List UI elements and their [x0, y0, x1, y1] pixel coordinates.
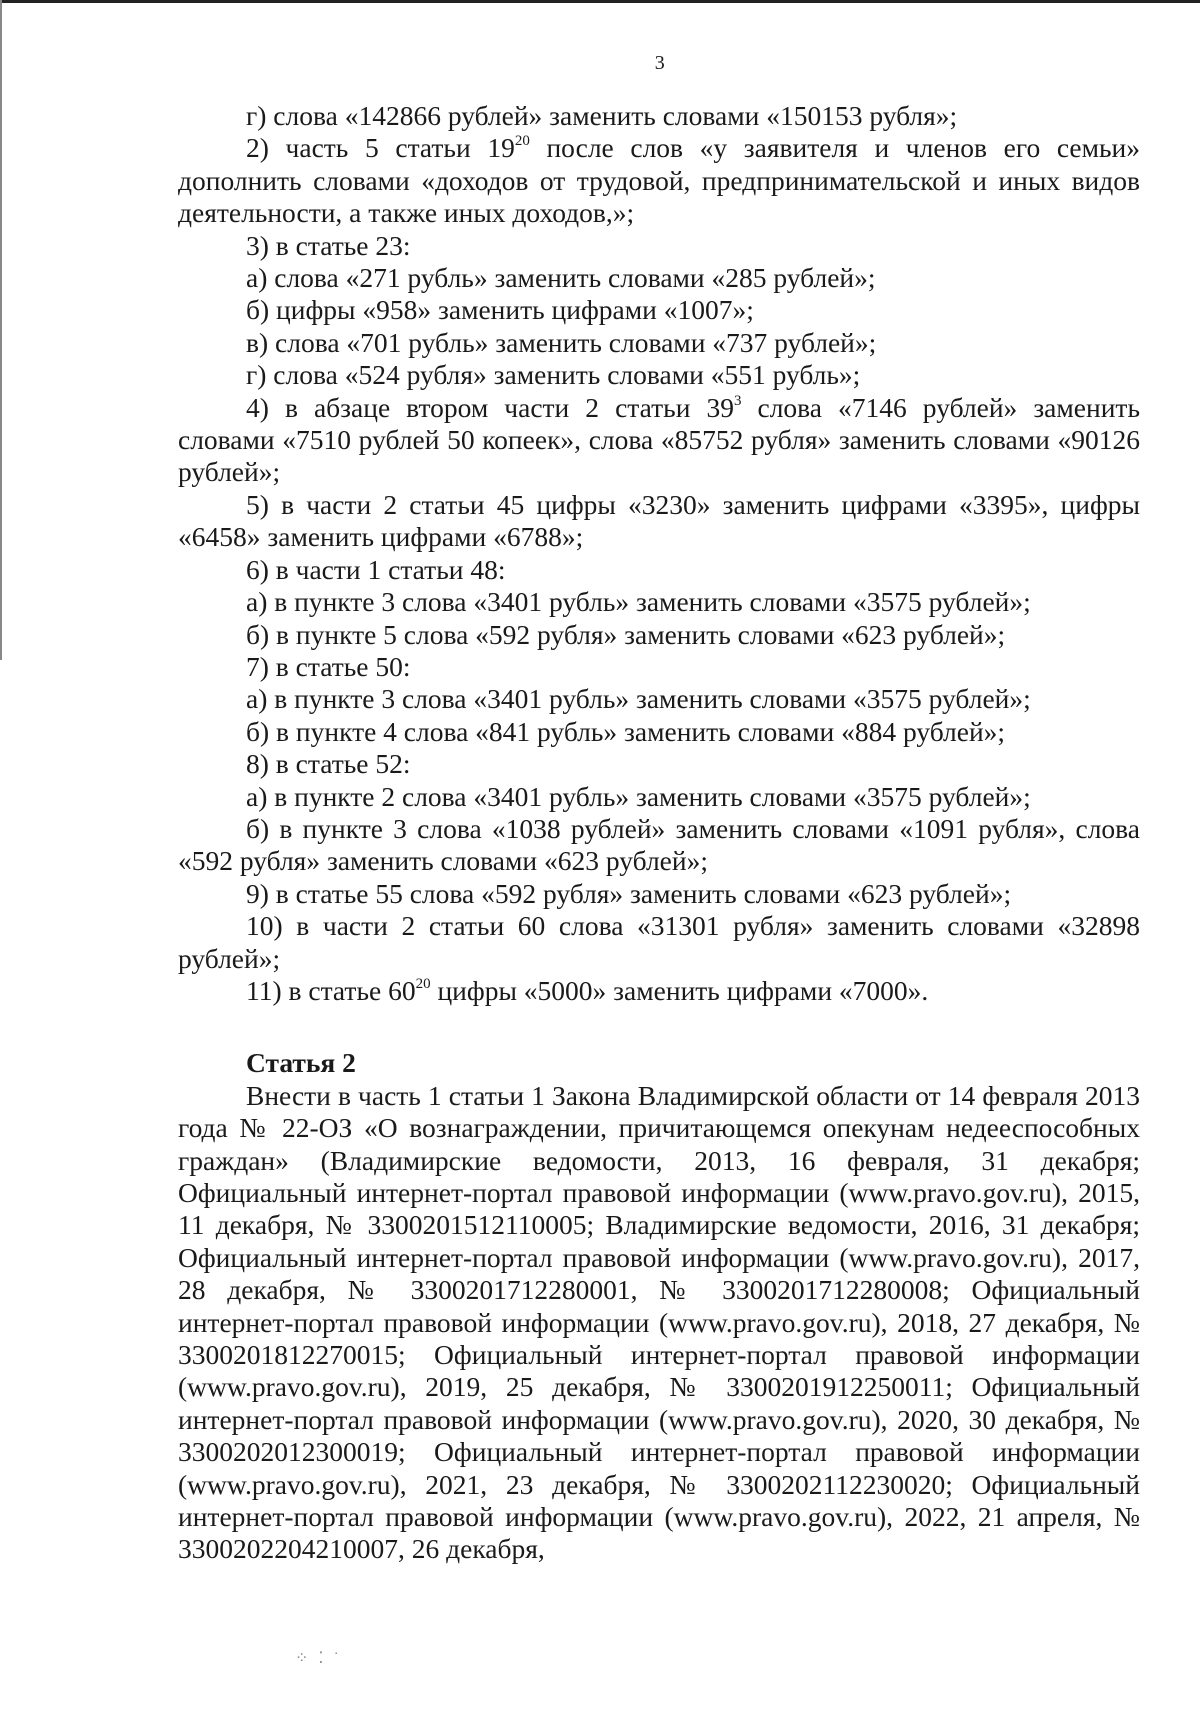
page-number: 3 [654, 52, 666, 74]
superscript: 20 [514, 133, 530, 150]
scan-top-edge [0, 0, 1200, 3]
list-item: б) цифры «958» заменить цифрами «1007»; [246, 294, 754, 326]
list-item: а) в пункте 3 слова «3401 рубль» заменить словами «3575 рублей»; [246, 586, 1031, 618]
list-item: а) слова «271 рубль» заменить словами «285 рублей»; [246, 262, 876, 294]
scan-left-edge [0, 0, 2, 660]
list-item: а) в пункте 3 слова «3401 рубль» заменить словами «3575 рублей»; [246, 683, 1031, 715]
list-item: 6) в части 1 статьи 48: [246, 553, 506, 585]
article-heading: Статья 2 [246, 1047, 356, 1079]
superscript: 3 [733, 392, 742, 409]
list-item: 10) в части 2 статьи 60 слова «31301 рубля» заменить словами «32898 рублей»; [178, 910, 1140, 974]
list-item: б) в пункте 3 слова «1038 рублей» заменить словами «1091 рубля», слова «592 рубля» заменить словами «623 рублей»; [178, 812, 1140, 877]
article-text: Внести в часть 1 статьи 1 Закона Владимирской области от 14 февраля 2013 года № 22-ОЗ «О вознаграждении, причитающемся опекунам недееспособных граждан» (Владимирские ведомости, 2013, 16 февраля, 31 декабря; Официальный интернет-портал правовой информации (www.pravo.gov.ru), 2015, 11 декабря, № 3300201512110005; Владимирские ведомости, 2016, 31 декабря; Официальный интернет-портал правовой информации (www.pravo.gov.ru), 2017, 28 декабря, № 3300201712280001, № 3300201712280008; Официальный интернет-портал правовой информации (www.pravo.gov.ru), 2018, 27 декабря, № 3300201812270015; Официальный интернет-портал правовой информации (www.pravo.gov.ru), 2019, 25 декабря, № 3300201912250011; Официальный интернет-портал правовой информации (www.pravo.gov.ru), 2020, 30 декабря, № 3300202012300019; Официальный интернет-портал правовой информации (www.pravo.gov.ru), 2021, 23 декабря, № 3300202112230020; Официальный интернет-портал правовой информации (www.pravo.gov.ru), 2022, 21 апреля, № 3300202204210007, 26 декабря, [178, 1079, 1140, 1565]
list-item: б) в пункте 4 слова «841 рубль» заменить словами «884 рублей»; [246, 715, 1006, 747]
list-item: а) в пункте 2 слова «3401 рубль» заменить словами «3575 рублей»; [246, 780, 1031, 812]
list-item: г) слова «142866 рублей» заменить словами «150153 рубля»; [246, 100, 958, 131]
list-item: 3) в статье 23: [246, 229, 411, 261]
list-item: в) слова «701 рубль» заменить словами «737 рублей»; [246, 326, 877, 358]
list-item: 8) в статье 52: [246, 748, 411, 780]
list-item: г) слова «524 рубля» заменить словами «551 рубль»; [246, 359, 861, 391]
list-item: 5) в части 2 статьи 45 цифры «3230» заменить цифрами «3395», цифры «6458» заменить цифрами «6788»; [178, 488, 1140, 553]
scan-artifact: ⁘ ⁚ ˙ [295, 1650, 342, 1667]
document-body [178, 100, 1140, 1566]
list-item: 9) в статье 55 слова «592 рубля» заменить словами «623 рублей»; [246, 877, 1012, 909]
list-item: 7) в статье 50: [246, 650, 411, 682]
list-item: 4) в абзаце втором части 2 статьи $39^3$ слова «7146 рублей» заменить словами «7510 рублей 50 копеек», слова «85752 рубля» заменить словами «90126 рублей»; [178, 391, 1140, 488]
list-item: 2) часть 5 статьи $19^{20}$ после слов «у заявителя и членов его семьи» дополнить словами «доходов от трудовой, предпринимательской и иных видов деятельности, а также иных доходов,»; [178, 132, 1140, 229]
list-item: б) в пункте 5 слова «592 рубля» заменить словами «623 рублей»; [246, 618, 1006, 650]
list-item: 11) в статье $60^{20}$ цифры «5000» заменить цифрами «7000». [246, 974, 929, 1006]
superscript: 20 [415, 975, 431, 992]
